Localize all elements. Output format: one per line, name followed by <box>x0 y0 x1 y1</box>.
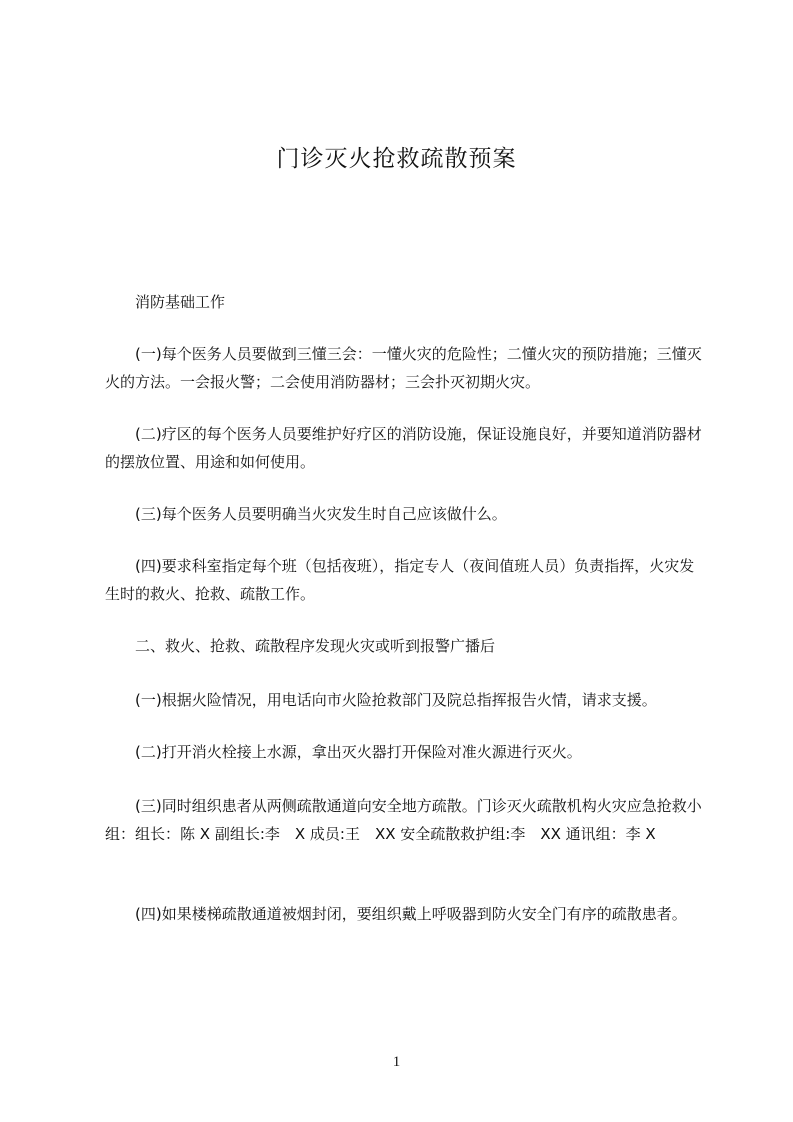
paragraph-smoke-blocked: (四)如果楼梯疏散通道被烟封闭，要组织戴上呼吸器到防火安全门有序的疏散患者。 <box>135 905 687 923</box>
paragraph-procedure-heading: 二、救火、抢救、疏散程序发现火灾或听到报警广播后 <box>135 637 496 655</box>
paragraph-fire-basics-heading: 消防基础工作 <box>135 293 226 311</box>
page-number: 1 <box>392 1054 401 1070</box>
paragraph-three-knows-three-abilities: (一)每个医务人员要做到三懂三会：一懂火灾的危险性；二懂火灾的预防措施；三懂灭火的方法。一会报火警；二会使用消防器材；三会扑灭初期火灾。 <box>105 345 702 391</box>
paragraph-evacuate-organization: (三)同时组织患者从两侧疏散通道向安全地方疏散。门诊灭火疏散机构火灾应急抢救小组：组长：陈 X 副组长:李 X 成员:王 XX 安全疏散救护组:李 XX 通讯组：李 X <box>105 797 702 843</box>
paragraph-extinguish: (二)打开消火栓接上水源，拿出灭火器打开保险对准火源进行灭火。 <box>135 743 582 761</box>
paragraph-know-role: (三)每个医务人员要明确当火灾发生时自己应该做什么。 <box>135 505 507 523</box>
paragraph-maintain-facilities: (二)疗区的每个医务人员要维护好疗区的消防设施，保证设施良好，并要知道消防器材的摆放位置、用途和如何使用。 <box>105 425 702 471</box>
paragraph-report-fire: (一)根据火险情况，用电话向市火险抢救部门及院总指挥报告火情，请求支援。 <box>135 691 657 709</box>
document-title: 门诊灭火抢救疏散预案 <box>276 146 517 172</box>
paragraph-designate-commander: (四)要求科室指定每个班（包括夜班），指定专人（夜间值班人员）负责指挥，火灾发生时的救火、抢救、疏散工作。 <box>105 557 695 603</box>
